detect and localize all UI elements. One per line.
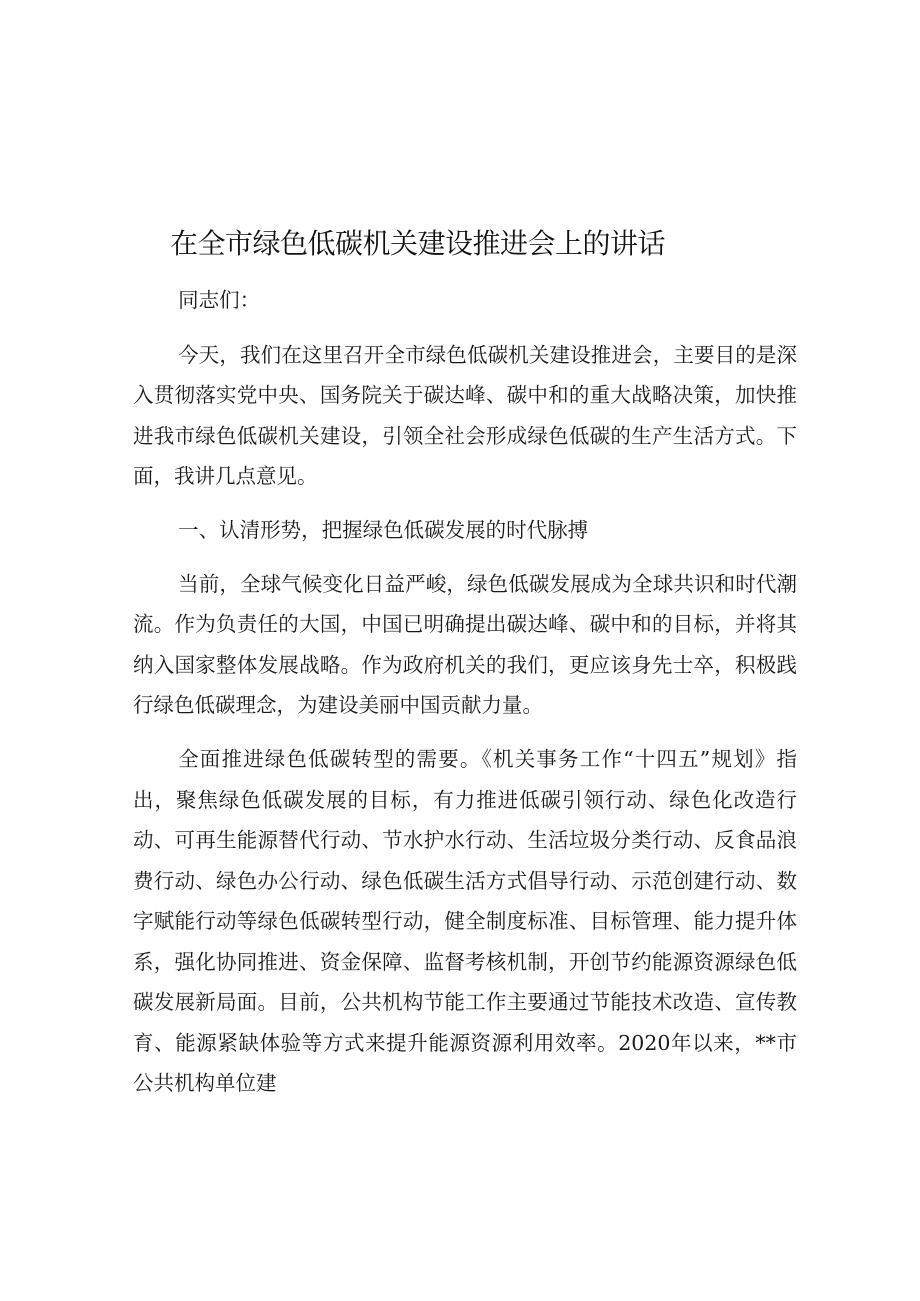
document-body — [133, 280, 797, 1117]
paragraph-transition: 全面推进绿色低碳转型的需要。《机关事务工作“十四五”规划》指出，聚焦绿色低碳发展的目标，有力推进低碳引领行动、绿色化改造行动、可再生能源替代行动、节水护水行动、生活垃圾分类行动、反食品浪费行动、绿色办公行动、绿色低碳生活方式倡导行动、示范创建行动、数字赋能行动等绿色低碳转型行动，健全制度标准、目标管理、能力提升体系，强化协同推进、资金保障、监督考核机制，开创节约能源资源绿色低碳发展新局面。目前，公共机构节能工作主要通过节能技术改造、宣传教育、能源紧缺体验等方式来提升能源资源利用效率。2020年以来，**市公共机构单位建 — [133, 747, 797, 1095]
paragraph-situation: 当前，全球气候变化日益严峻，绿色低碳发展成为全球共识和时代潮流。作为负责任的大国，中国已明确提出碳达峰、碳中和的目标，并将其纳入国家整体发展战略。作为政府机关的我们，更应该身先士卒，积极践行绿色低碳理念，为建设美丽中国贡献力量。 — [133, 571, 797, 717]
section-heading-1: 一、认清形势，把握绿色低碳发展的时代脉搏 — [178, 518, 589, 542]
document-title: 在全市绿色低碳机关建设推进会上的讲话 — [170, 227, 666, 260]
paragraph-intro: 今天，我们在这里召开全市绿色低碳机关建设推进会，主要目的是深入贯彻落实党中央、国务院关于碳达峰、碳中和的重大战略决策，加快推进我市绿色低碳机关建设，引领全社会形成绿色低碳的生产生活方式。下面，我讲几点意见。 — [133, 342, 797, 488]
greeting: 同志们： — [178, 288, 261, 312]
